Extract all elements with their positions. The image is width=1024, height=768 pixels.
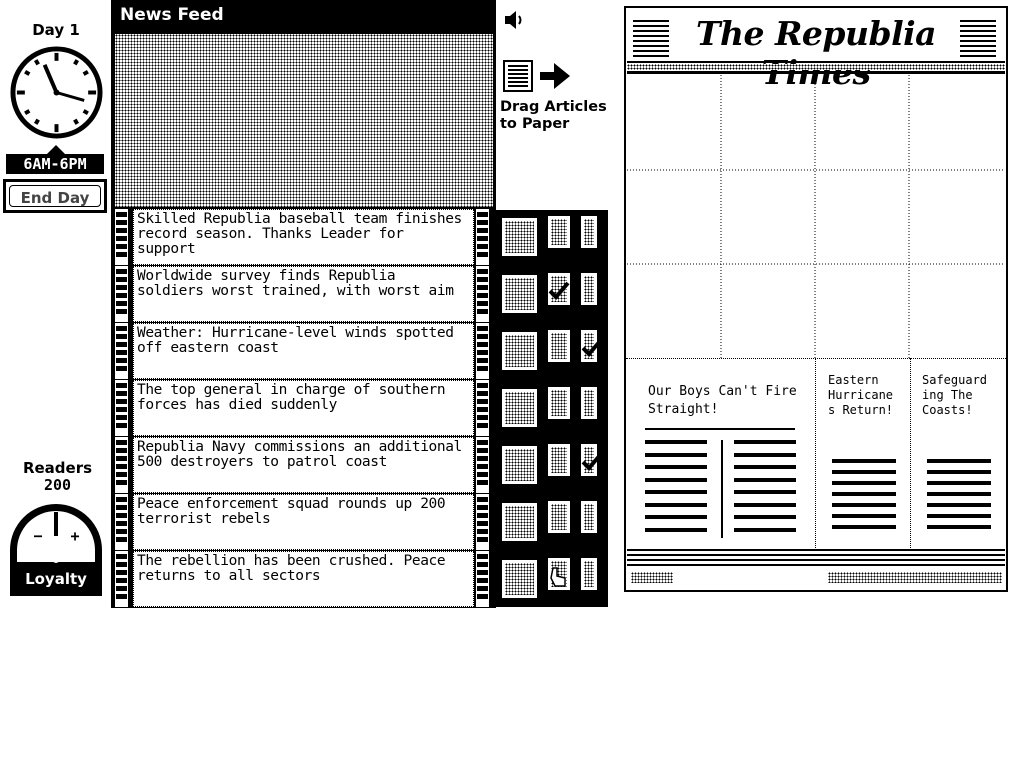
layout-medium-button[interactable] [547, 500, 571, 534]
layout-hatch [584, 219, 594, 245]
story-text-line [734, 478, 796, 482]
end-day-label: End Day [9, 185, 101, 207]
story-text-line [832, 481, 896, 485]
layout-large-button[interactable] [501, 445, 538, 485]
loyalty-label: Loyalty [25, 570, 87, 588]
article-item[interactable] [133, 323, 474, 379]
story-small-line1: Safeguard [922, 373, 988, 387]
masthead-hatch [627, 64, 1005, 70]
story-text-line [832, 459, 896, 463]
readers-count: 200 [43, 476, 72, 494]
layout-option-row [495, 495, 608, 551]
story-text-line [734, 503, 796, 507]
story-text-line [645, 515, 707, 519]
readers-label: Readers [22, 459, 93, 477]
masthead-rule-right [960, 20, 996, 60]
clock-pointer [47, 145, 65, 154]
article-headline: The rebellion has been crushed. Peace returns to all sectors [137, 553, 446, 584]
masthead-rule-left [633, 20, 669, 60]
story-text-line [832, 492, 896, 496]
story-text-line [734, 453, 796, 457]
layout-large-button[interactable] [501, 274, 538, 314]
masthead-divider-bottom [627, 71, 1005, 74]
sprocket-strip-right [476, 323, 489, 379]
article-item[interactable] [133, 380, 474, 436]
layout-hatch [505, 506, 534, 538]
masthead-divider [627, 61, 1005, 63]
story-text-line [734, 515, 796, 519]
story-text-line [645, 490, 707, 494]
footer-rule-4 [627, 564, 1005, 566]
layout-hatch [551, 333, 567, 359]
story-text-line [645, 478, 707, 482]
cursor-hand-icon [546, 564, 572, 588]
sprocket-strip-right [476, 551, 489, 607]
sprocket-strip-left [115, 551, 128, 607]
story-text-line [832, 514, 896, 518]
footer-rule-2 [627, 554, 1005, 556]
story-text-line [927, 503, 991, 507]
story-divider-2 [910, 358, 911, 550]
layout-small-button[interactable] [580, 386, 598, 420]
time-range: 6AM-6PM [6, 154, 104, 174]
layout-medium-button[interactable] [547, 272, 571, 306]
layout-large-button[interactable] [501, 559, 538, 599]
article-headline: The top general in charge of southern forces has died suddenly [137, 382, 446, 413]
story-text-line [734, 440, 796, 444]
newspaper-masthead: The Republia [695, 14, 937, 53]
article-item[interactable] [133, 209, 474, 265]
story-small-line2: ing The [922, 388, 973, 402]
footer-hatch-left [631, 572, 673, 583]
story-text-line [645, 465, 707, 469]
article-headline: Worldwide survey finds Republia soldiers worst trained, with worst aim [137, 268, 454, 299]
sprocket-strip-right [476, 437, 489, 493]
article-headline: Peace enforcement squad rounds up 200 terrorist rebels [137, 496, 446, 527]
story-text-line [927, 514, 991, 518]
speaker-icon[interactable] [503, 8, 527, 32]
article-headline: Skilled Republia baseball team finishes record season. Thanks Leader for support [137, 211, 462, 257]
gauge-minus: − [33, 527, 43, 545]
layout-option-row [495, 210, 608, 266]
layout-medium-button[interactable] [547, 557, 571, 591]
layout-hatch [505, 449, 534, 481]
layout-medium-button[interactable] [547, 215, 571, 249]
layout-option-row [495, 552, 608, 608]
layout-hatch [551, 390, 567, 416]
loyalty-value: 0 [51, 549, 61, 567]
footer-hatch-right [828, 572, 1002, 583]
sprocket-strip-left [115, 380, 128, 436]
story-text-line [645, 453, 707, 457]
story-small-headline[interactable] [922, 373, 1002, 418]
clock-icon [9, 45, 104, 140]
sprocket-strip-left [115, 437, 128, 493]
layout-large-button[interactable] [501, 388, 538, 428]
layout-small-button[interactable] [580, 500, 598, 534]
layout-option-row [495, 381, 608, 437]
layout-hatch [505, 392, 534, 424]
layout-hatch [584, 561, 594, 587]
layout-large-button[interactable] [501, 217, 538, 257]
news-feed-title: News Feed [120, 5, 224, 25]
story-text-line [734, 465, 796, 469]
layout-hatch [551, 447, 567, 473]
layout-chooser [495, 210, 608, 607]
layout-hatch [551, 219, 567, 245]
story-text-line [927, 525, 991, 529]
sprocket-strip-left [115, 266, 128, 322]
layout-medium-button[interactable] [547, 329, 571, 363]
end-day-button[interactable] [3, 179, 107, 213]
drag-hint [500, 99, 607, 133]
story-big-headline[interactable]: Our Boys Can't Fire Straight! [648, 384, 797, 417]
layout-medium-button[interactable] [547, 386, 571, 420]
sprocket-strip-left [115, 323, 128, 379]
drag-hint-line1: Drag Articles [500, 99, 607, 115]
sprocket-strip-right [476, 209, 489, 265]
checkmark-icon [579, 336, 605, 360]
story-text-line [832, 503, 896, 507]
story-text-line [832, 525, 896, 529]
article-item[interactable] [133, 266, 474, 322]
layout-hatch [505, 563, 534, 595]
article-item[interactable] [133, 494, 474, 550]
layout-hatch [584, 504, 594, 530]
story-text-line [927, 470, 991, 474]
layout-large-button[interactable] [501, 502, 538, 542]
story-text-line [645, 503, 707, 507]
drag-to-paper-icon [502, 59, 572, 93]
checkmark-icon [579, 450, 605, 474]
story-text-line [734, 490, 796, 494]
sprocket-strip-left [115, 209, 128, 265]
footer-rule-1 [627, 549, 1005, 551]
layout-medium-button[interactable] [547, 443, 571, 477]
layout-hatch [505, 221, 534, 253]
story-text-line [927, 492, 991, 496]
story-mid-line2: Hurricane [828, 388, 894, 402]
layout-option-row [495, 324, 608, 380]
checkmark-icon [546, 279, 572, 303]
layout-small-button[interactable] [580, 215, 598, 249]
story-mid-line1: Eastern [828, 373, 879, 387]
story-text-line [927, 481, 991, 485]
layout-option-row [495, 267, 608, 323]
feed-static-pattern [115, 34, 493, 207]
sprocket-strip-right [476, 494, 489, 550]
story-mid-headline[interactable] [828, 373, 908, 418]
story-big-rule [645, 428, 795, 430]
article-headline: Republia Navy commissions an additional 500 destroyers to patrol coast [137, 439, 462, 470]
drag-hint-line2: to Paper [500, 116, 570, 132]
layout-hatch [584, 276, 594, 302]
day-label: Day 1 [32, 21, 80, 39]
layout-option-row [495, 438, 608, 494]
layout-hatch [584, 390, 594, 416]
article-headline: Weather: Hurricane-level winds spotted off eastern coast [137, 325, 454, 356]
story-divider-1 [815, 358, 816, 550]
story-mid-line3: s Return! [828, 403, 894, 417]
footer-rule-3 [627, 559, 1005, 561]
layout-hatch [505, 278, 534, 310]
story-big-column-divider [721, 440, 723, 538]
paper-drop-grid[interactable] [627, 75, 1005, 358]
story-text-line [645, 528, 707, 532]
story-small-line3: Coasts! [922, 403, 973, 417]
sprocket-strip-right [476, 266, 489, 322]
story-text-line [832, 470, 896, 474]
article-item[interactable] [133, 437, 474, 493]
layout-small-button[interactable] [580, 329, 598, 363]
layout-small-button[interactable] [580, 443, 598, 477]
sprocket-strip-right [476, 380, 489, 436]
layout-small-button[interactable] [580, 272, 598, 306]
story-text-line [645, 440, 707, 444]
story-text-line [927, 459, 991, 463]
layout-hatch [505, 335, 534, 367]
sprocket-strip-left [115, 494, 128, 550]
layout-small-button[interactable] [580, 557, 598, 591]
layout-hatch [551, 504, 567, 530]
layout-large-button[interactable] [501, 331, 538, 371]
gauge-plus: + [70, 527, 80, 545]
story-text-line [734, 528, 796, 532]
article-item[interactable] [133, 551, 474, 607]
